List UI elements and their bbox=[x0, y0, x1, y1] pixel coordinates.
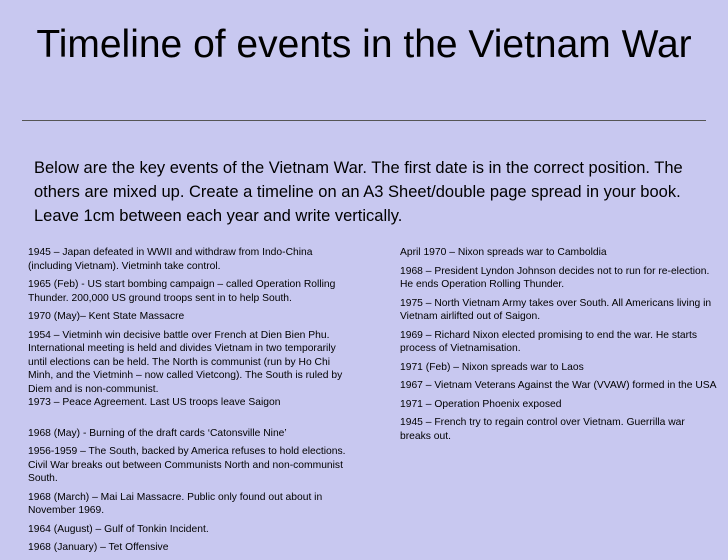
event-item: 1965 (Feb) - US start bombing campaign – called Operation Rolling Thunder. 200,000 US ground troops sent in to help South. bbox=[28, 279, 336, 304]
event-item: 1964 (August) – Gulf of Tonkin Incident. bbox=[28, 523, 209, 535]
slide-title: Timeline of events in the Vietnam War bbox=[36, 23, 692, 66]
left-events-column bbox=[28, 246, 350, 560]
event-item: 1956-1959 – The South, backed by America refuses to hold elections. Civil War breaks out between Communists North and non-communist South. bbox=[28, 446, 346, 484]
right-events-column bbox=[400, 246, 718, 448]
event-item: 1967 – Vietnam Veterans Against the War (VVAW) formed in the USA bbox=[400, 380, 717, 391]
event-item: 1975 – North Vietnam Army takes over South. All Americans living in Vietnam airlifted out of Saigon. bbox=[400, 297, 712, 322]
event-item: 1969 – Richard Nixon elected promising to end the war. He starts process of Vietnamisation. bbox=[400, 329, 698, 354]
event-item: 1970 (May)– Kent State Massacre bbox=[28, 311, 185, 322]
event-item: April 1970 – Nixon spreads war to Camboldia bbox=[400, 247, 607, 258]
event-item: 1968 (January) – Tet Offensive bbox=[28, 542, 169, 553]
event-item: 1968 (March) – Mai Lai Massacre. Public only found out about in November 1969. bbox=[28, 491, 323, 516]
event-item: 1968 – President Lyndon Johnson decides not to run for re-election. He ends Operation Rolling Thunder. bbox=[400, 265, 710, 290]
event-item: 1971 – Operation Phoenix exposed bbox=[400, 398, 562, 410]
spacer bbox=[28, 415, 350, 427]
event-item: 1968 (May) - Burning of the draft cards ‘Catonsville Nine’ bbox=[28, 427, 287, 439]
instructions-text: Below are the key events of the Vietnam War. The first date is in the correct position. The others are mixed up. Create a timeline on an A3 Sheet/double page spread in your book. Leave 1cm between each year and write vertically. bbox=[34, 159, 683, 225]
event-item: 1945 – Japan defeated in WWII and withdraw from Indo-China (including Vietnam). Vietminh take control. bbox=[28, 247, 313, 272]
event-item: 1973 – Peace Agreement. Last US troops leave Saigon bbox=[28, 397, 281, 408]
event-item: 1954 – Vietminh win decisive battle over French at Dien Bien Phu. International meeting is held and divides Vietnam in two temporarily until elections can be held. The North is communist (run by Ho Chi Minh, and the Vietminh – now called Vietcong). The South is ruled by Diem and is non-communist. bbox=[28, 329, 343, 395]
event-item: 1945 – French try to regain control over Vietnam. Guerrilla war breaks out. bbox=[400, 417, 685, 442]
event-item: 1971 (Feb) – Nixon spreads war to Laos bbox=[400, 361, 584, 373]
title-divider bbox=[22, 120, 706, 121]
